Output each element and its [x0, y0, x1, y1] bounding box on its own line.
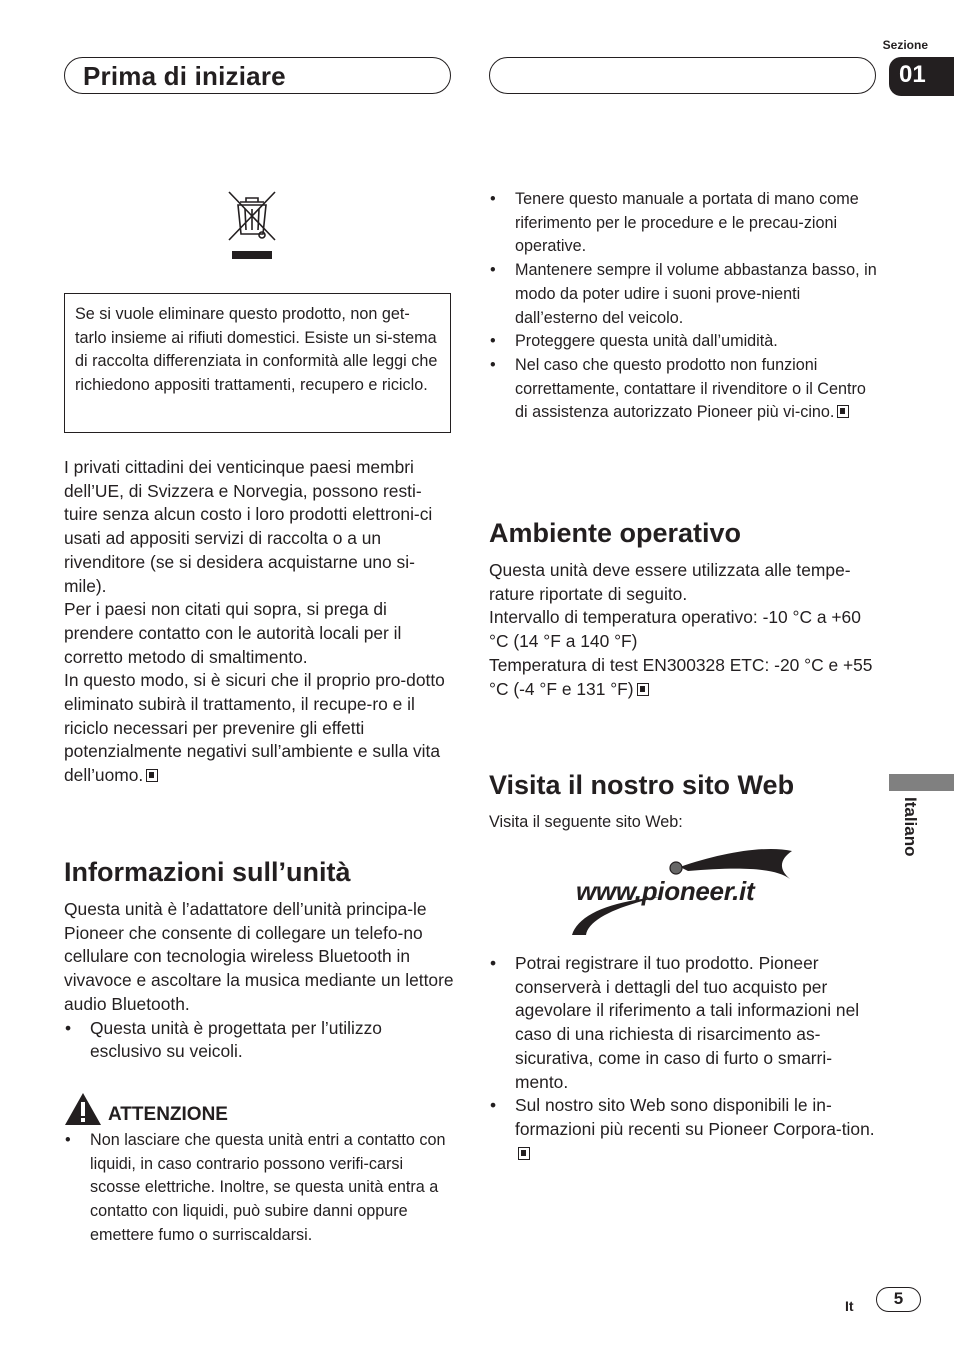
- language-label: Italiano: [901, 797, 920, 857]
- info-unit-section: [64, 898, 454, 1064]
- footer-lang-code: It: [845, 1298, 854, 1314]
- end-mark-icon: [637, 683, 649, 696]
- language-tab-marker: [889, 774, 954, 791]
- environment-section: [489, 559, 881, 701]
- end-mark-icon: [837, 405, 849, 418]
- disposal-notice-text: Se si vuole eliminare questo prodotto, non get-tarlo insieme ai rifiuti domestici. Esiste un si-stema di raccolta differenziata in conformità alle leggi che richiedono appositi trattamenti, recupero e riciclo.: [75, 305, 438, 395]
- list-item: • Proteggere questa unità dall’umidità.: [489, 330, 881, 354]
- section-title-pill: [64, 57, 451, 94]
- header-blank-pill: [489, 57, 876, 94]
- section-label: Sezione: [882, 38, 928, 52]
- list-item: • Nel caso che questo prodotto non funzioni correttamente, contattare il rivenditore o il Centro di assistenza autorizzato Pioneer più vi-cino.: [489, 354, 881, 425]
- disposal-paragraph-2: Per i paesi non citati qui sopra, si prega di prendere contatto con le autorità locali per il corretto metodo di smaltimento.: [64, 599, 402, 667]
- caution-section: [64, 1129, 456, 1248]
- info-unit-paragraph: Questa unità è l’adattatore dell’unità principa-le Pioneer che consente di collegare un telefo-no cellulare con tecnologia wireless Bluetooth in vivavoce e ascoltare la musica mediante un lettore audio Bluetooth.: [64, 899, 454, 1014]
- pioneer-url-logo: [570, 845, 796, 940]
- section-number-tab: [889, 57, 954, 96]
- end-mark-icon: [518, 1147, 530, 1160]
- website-heading: Visita il nostro sito Web: [489, 770, 795, 800]
- environment-line-1: Questa unità deve essere utilizzata alle tempe-rature riportate di seguito.: [489, 560, 851, 604]
- list-item: • Sul nostro sito Web sono disponibili le in-formazioni più recenti su Pioneer Corpora-tion.: [489, 1094, 881, 1165]
- environment-line-2: Intervallo di temperatura operativo: -10 °C a +60 °C (14 °F a 140 °F): [489, 607, 861, 652]
- section-title: Prima di iniziare: [83, 61, 286, 91]
- weee-bin-icon: [226, 190, 278, 262]
- disposal-paragraph-3: In questo modo, si è sicuri che il proprio pro-dotto eliminato subirà il trattamento, il recupe-ro e il riciclo necessari per prevenire gli effetti potenzialmente negativi sull’ambiente e sulla vita dell’uomo.: [64, 670, 445, 786]
- website-intro: Visita il seguente sito Web:: [489, 813, 683, 831]
- environment-heading: Ambiente operativo: [489, 518, 742, 548]
- usage-notes: [489, 188, 881, 425]
- list-item: • Non lasciare che questa unità entri a contatto con liquidi, in caso contrario possono verifi-carsi scosse elettriche. Inoltre, se questa unità entra a contatto con liquidi, può subire danni oppure emettere fumo o surriscaldarsi.: [64, 1129, 456, 1248]
- url-text: www.pioneer.it: [576, 876, 755, 906]
- warning-triangle-icon: [64, 1092, 102, 1126]
- list-item: • Mantenere sempre il volume abbastanza basso, in modo da poter udire i suoni prove-nienti dall’esterno del veicolo.: [489, 259, 881, 330]
- info-unit-heading: Informazioni sull’unità: [64, 857, 351, 887]
- disposal-paragraph-1: I privati cittadini dei venticinque paesi membri dell’UE, di Svizzera e Norvegia, possono resti-tuire senza alcun costo i loro prodotti elettroni-ci usati ad appositi servizi di raccolta o a un rivenditore (se si desidera acquistarne uno si-mile).: [64, 457, 433, 596]
- section-number: 01: [899, 61, 926, 88]
- disposal-notice-box: [64, 293, 451, 433]
- list-item: • Potrai registrare il tuo prodotto. Pioneer conserverà i dettagli del tuo acquisto per agevolare il riferimento a tali informazioni nel caso di una richiesta di risarcimento as-sicurativa, come in caso di furto o smarri-mento.: [489, 952, 881, 1094]
- language-tab: [898, 797, 922, 877]
- list-item: • Questa unità è progettata per l’utilizzo esclusivo su veicoli.: [64, 1017, 454, 1064]
- website-bullets: [489, 952, 881, 1165]
- end-mark-icon: [146, 769, 158, 782]
- caution-title: ATTENZIONE: [108, 1104, 228, 1125]
- disposal-info: [64, 456, 452, 788]
- page-number: 5: [876, 1287, 921, 1312]
- environment-line-3: Temperatura di test EN300328 ETC: -20 °C e +55 °C (-4 °F e 131 °F): [489, 654, 873, 699]
- list-item: • Tenere questo manuale a portata di mano come riferimento per le procedure e le precau-zioni operative.: [489, 188, 881, 259]
